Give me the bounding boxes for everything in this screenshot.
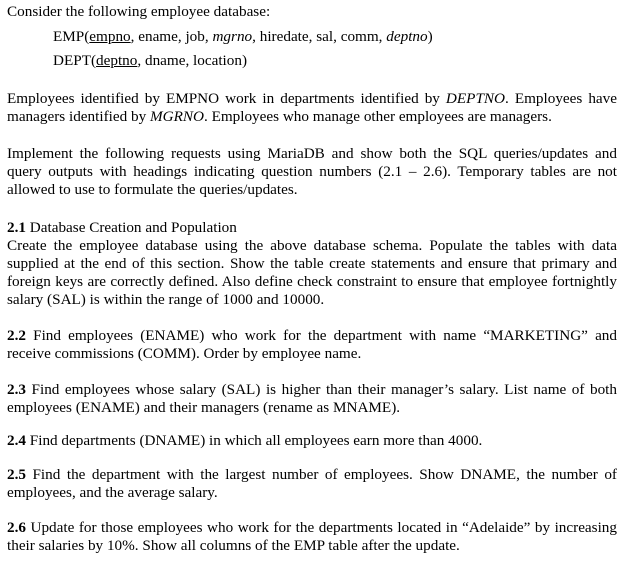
dept-primary-key: deptno	[96, 52, 138, 69]
desc-mgrno: MGRNO	[149, 108, 204, 125]
question-number: 2.4	[7, 432, 26, 449]
emp-primary-key: empno	[89, 28, 131, 45]
question-number: 2.3	[7, 381, 26, 398]
emp-close: )	[427, 28, 433, 45]
emp-attrs-b: , hiredate, sal, comm,	[252, 28, 387, 45]
emp-table-name: EMP(	[53, 28, 90, 45]
question-2-1	[7, 219, 617, 309]
question-number: 2.1	[7, 219, 26, 236]
description-paragraph	[7, 90, 617, 126]
dept-attrs: , dname, location)	[137, 52, 248, 69]
emp-schema	[7, 28, 617, 46]
document	[7, 3, 617, 555]
question-text: Find employees (ENAME) who work for the department with name “MARKETING” and receive commissions (COMM). Order by employee name.	[7, 327, 617, 362]
question-text: Create the employee database using the above database schema. Populate the tables with data supplied at the end of this section. Show the table create statements and ensure that primary and foreign keys are correctly defined. Also define check constraint to ensure that employee fortnightly salary (SAL) is within the range of 1000 and 10000.	[7, 237, 617, 308]
question-number: 2.6	[7, 519, 26, 536]
intro-text: Consider the following employee database:	[7, 3, 271, 20]
question-number: 2.2	[7, 327, 26, 344]
desc-a: Employees identified by EMPNO work in departments identified by	[7, 90, 446, 107]
question-text: Update for those employees who work for the departments located in “Adelaide” by increasing their salaries by 10%. Show all columns of the EMP table after the update.	[7, 519, 617, 554]
question-title: Database Creation and Population	[25, 219, 237, 236]
question-text: Find the department with the largest number of employees. Show DNAME, the number of employees, and the average salary.	[7, 466, 617, 501]
question-2-4	[7, 432, 617, 450]
desc-c: . Employees who manage other employees are managers.	[203, 108, 552, 125]
desc-deptno: DEPTNO	[445, 90, 505, 107]
dept-schema	[7, 52, 617, 70]
question-2-6	[7, 519, 617, 555]
emp-attrs-a: , ename, job,	[130, 28, 213, 45]
question-number: 2.5	[7, 466, 26, 483]
question-2-2	[7, 327, 617, 363]
question-2-3	[7, 381, 617, 417]
question-2-5	[7, 466, 617, 502]
emp-foreign-key: deptno	[386, 28, 428, 45]
question-text: Find departments (DNAME) in which all employees earn more than 4000.	[25, 432, 483, 449]
instructions-paragraph: Implement the following requests using MariaDB and show both the SQL queries/updates and query outputs with headings indicating question numbers (2.1 – 2.6). Temporary tables are not allowed to use to formulate the queries/updates.	[7, 145, 617, 198]
question-text: Find employees whose salary (SAL) is higher than their manager’s salary. List name of both employees (ENAME) and their managers (rename as MNAME).	[7, 381, 617, 416]
dept-table-name: DEPT(	[53, 52, 97, 69]
desc-b: . Employees have managers identified by	[7, 90, 618, 125]
emp-mgrno: mgrno	[212, 28, 253, 45]
